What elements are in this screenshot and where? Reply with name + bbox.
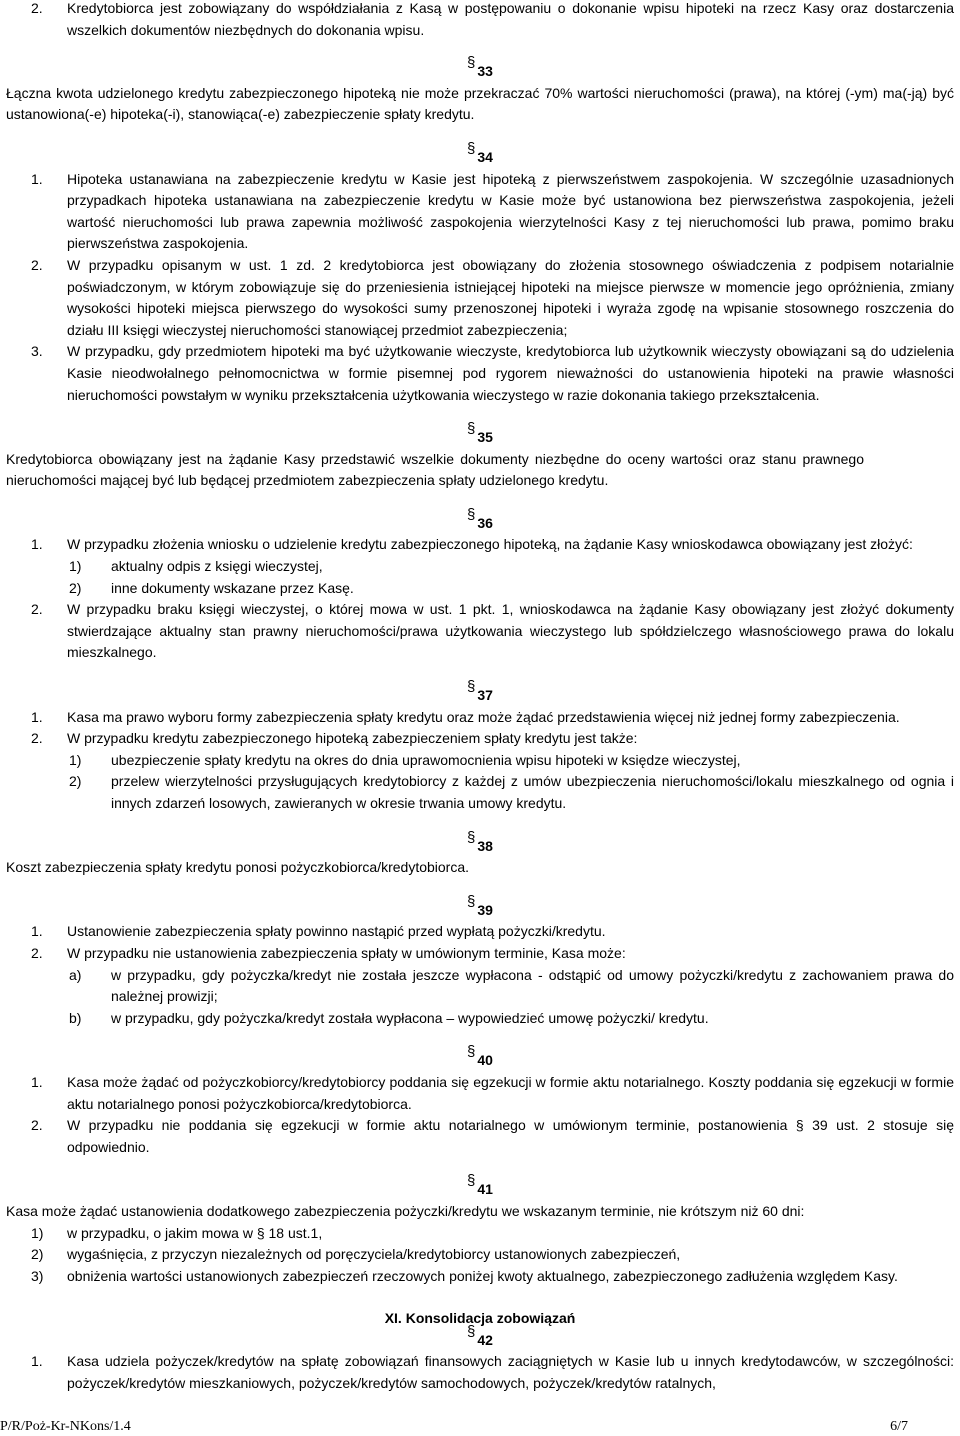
list-item: 2) przelew wierzytelności przysługujących kredytobiorcy z każdej z umów ubezpieczenia nieruchomości/lokalu mieszkalnego od ognia i innych zdarzeń losowych, zawieranych w okresie trwania umowy kredytu. [69,773,954,811]
section-heading-34: § 34 [467,139,493,165]
list-item: 1) aktualny odpis z księgi wieczystej, [69,558,323,575]
list-item: 2) inne dokumenty wskazane przez Kasę. [69,579,354,596]
list-item: 2. W przypadku opisanym w ust. 1 zd. 2 kredytobiorca jest obowiązany do złożenia stosownego oświadczenia z podpisem notarialnie poświadczonym, w którym zobowiązuje się do przeniesienia istniejącej hipoteki na miejsce pierwsze w momencie jego opróżnienia, zmiany wysokości hipoteki miejsca pierwszego do wysokości sumy przenoszonej hipoteki i wyraża zgodę na wpisanie stosownego roszczenia do działu III księgi wieczystej nieruchomości stanowiącej przedmiot zabezpieczenia; [31,256,954,338]
list-item: 1. Ustanowienie zabezpieczenia spłaty powinno nastąpić przed wypłatą pożyczki/kredytu. [31,923,606,940]
paragraph: Koszt zabezpieczenia spłaty kredytu ponosi pożyczkobiorca/kredytobiorca. [6,859,470,876]
list-item: 1) ubezpieczenie spłaty kredytu na okres do dnia uprawomocnienia wpisu hipoteki w księdze wieczystej, [69,751,741,768]
list-item: 2. W przypadku braku księgi wieczystej, o której mowa w ust. 1 pkt. 1, wnioskodawca na żądanie Kasy obowiązany jest złożyć dokumenty stwierdzające aktualny stan prawny nieruchomości/prawa użytkowania wieczystego lub spółdzielczego własnościowego prawa do lokalu mieszkalnego. [31,601,954,661]
section-heading-33: § 33 [467,54,493,80]
paragraph: Kredytobiorca obowiązany jest na żądanie Kasy przedstawić wszelkie dokumenty niezbędne do oceny wartości oraz stanu prawnego nieruchomości mającej być lub będącej przedmiotem zabezpieczenia spłaty udzielonego kredytu. [6,450,864,489]
paragraph: Kasa może żądać ustanowienia dodatkowego zabezpieczenia pożyczki/kredytu we wskazanym terminie, nie krótszym niż 60 dni: [6,1202,805,1219]
list-item: 1) w przypadku, o jakim mowa w § 18 ust.1, [31,1224,323,1241]
list-item: 1. Kasa udziela pożyczek/kredytów na spłatę zobowiązań finansowych zaciągniętych w Kasie lub u innych kredytodawców, w szczególności: pożyczek/kredytów mieszkaniowych, pożyczek/kredytów samochodowych, pożyczek/kredytów ratalnych, [31,1353,954,1392]
list-item: 3) obniżenia wartości ustanowionych zabezpieczeń rzeczowych poniżej kwoty aktualnego, zabezpieczonego zadłużenia względem Kasy. [31,1267,898,1284]
list-item: 2. Kredytobiorca jest zobowiązany do współdziałania z Kasą w postępowaniu o dokonanie wpisu hipoteki na rzecz Kasy oraz dostarczenia wszelkich dokumentów niezbędnych do dokonania wpisu. [31,0,954,38]
section-heading-41: § 41 [467,1172,493,1198]
section-heading-38: § 38 [467,828,493,854]
list-item: 1. W przypadku złożenia wniosku o udzielenie kredytu zabezpieczonego hipoteką, na żądanie Kasy wnioskodawca obowiązany jest złożyć: [31,536,913,553]
document-code: P/R/Poż-Kr-NKons/1.4 [0,1419,131,1434]
section-heading-40: § 40 [467,1043,493,1069]
list-item: 3. W przypadku, gdy przedmiotem hipoteki ma być użytkowanie wieczyste, kredytobiorca lub użytkownik wieczysty obowiązani są do udzielenia Kasie nieodwołalnego pełnomocnictwa w formie pisemnej pod rygorem nieważności do ustanowienia hipoteki na prawie własności nieruchomości powstałym w wyniku przekształcenia użytkowania wieczystego w razie dokonania takiego przekształcenia. [31,343,954,403]
chapter-heading: XI. Konsolidacja zobowiązań [384,1310,576,1327]
section-heading-42: § 42 [467,1322,493,1348]
list-item: 2. W przypadku nie poddania się egzekucji w formie aktu notarialnego w umówionym terminie, postanowienia § 39 ust. 2 stosuje się odpowiednio. [31,1117,954,1155]
list-item: 2) wygaśnięcia, z przyczyn niezależnych od poręczyciela/kredytobiorcy ustanowionych zabezpieczeń, [31,1246,681,1263]
page-number: 6/7 [890,1419,908,1434]
list-item: 2. W przypadku nie ustanowienia zabezpieczenia spłaty w umówionym terminie, Kasa może: [31,944,626,961]
list-item: 1. Kasa ma prawo wyboru formy zabezpieczenia spłaty kredytu oraz może żądać przedstawienia więcej niż jednej formy zabezpieczenia. [31,708,900,725]
list-item: 1. Kasa może żądać od pożyczkobiorcy/kredytobiorcy poddania się egzekucji w formie aktu notarialnego. Koszty poddania się egzekucji w formie aktu notarialnego ponosi pożyczkobiorca/kredytobiorca. [31,1073,954,1112]
section-heading-37: § 37 [467,678,493,704]
list-item: 1. Hipoteka ustanawiana na zabezpieczenie kredytu w Kasie jest hipoteką z pierwszeństwem zaspokojenia. W szczególnie uzasadnionych przypadkach hipoteka ustanawiana na zabezpieczenie kredytu w Kasie może być ustanowiona bez pierwszeństwa zaspokojenia, jeżeli wartość nieruchomości lub prawa zapewnia możliwość zaspokojenia wierzytelności Kasy z tej nieruchomości lub prawa, pomimo braku pierwszeństwa zaspokojenia. [31,170,954,252]
section-heading-36: § 36 [467,505,493,531]
list-item: b) w przypadku, gdy pożyczka/kredyt została wypłacona – wypowiedzieć umowę pożyczki/ kredytu. [69,1009,709,1026]
list-item: a) w przypadku, gdy pożyczka/kredyt nie została jeszcze wypłacona - odstąpić od umowy pożyczki/kredytu z zachowaniem prawa do należnej prowizji; [69,966,954,1005]
list-item: 2. W przypadku kredytu zabezpieczonego hipoteką zabezpieczeniem spłaty kredytu jest także: [31,730,638,747]
section-heading-35: § 35 [467,420,493,446]
section-heading-39: § 39 [467,892,493,918]
paragraph: Łączna kwota udzielonego kredytu zabezpieczonego hipoteką nie może przekraczać 70% wartości nieruchomości (prawa), na której (-ym) ma(-ją) być ustanowiona(-e) hipoteka(-i), stanowiąca(-e) zabezpieczenie spłaty kredytu. [6,84,954,123]
